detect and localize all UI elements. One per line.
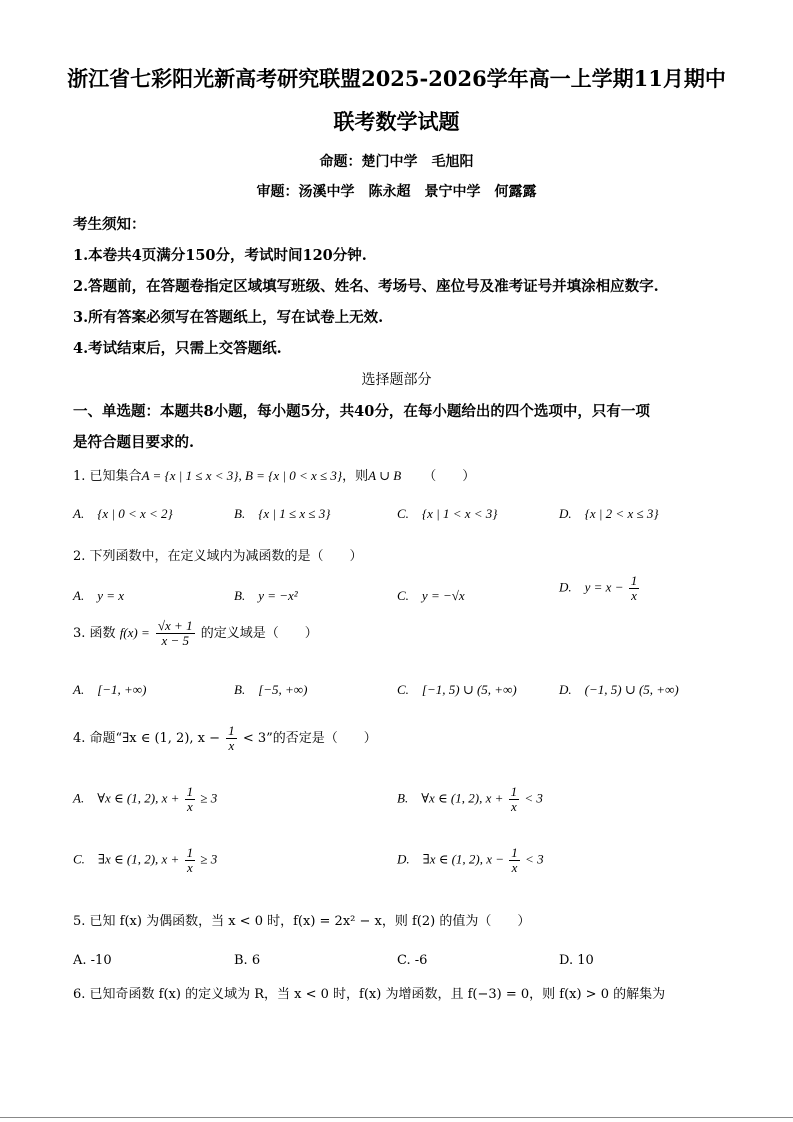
setter-line: 命题：楚门中学 毛旭阳: [319, 154, 474, 170]
q4-option-b: B. ∀x ∈ (1, 2), x + $\frac{1}{x}$ < 3: [397, 784, 543, 814]
question-3-stem: 3. 函数 f(x) = $\frac{√x + 1}{x - 5}$ 的定义域是（ ）: [73, 618, 318, 648]
question-4-stem: 4. 命题“∃x ∈ (1, 2), x − $\frac{1}{x}$ < 3”的否定是（ ）: [73, 723, 377, 753]
q4-option-d: D. ∃x ∈ (1, 2), x − $\frac{1}{x}$ < 3: [397, 845, 544, 875]
notice-item: 1.本卷共4页满分150分，考试时间120分钟.: [73, 247, 367, 264]
section-title: 选择题部分: [361, 372, 432, 388]
part1-instructions-line1: 一、单选题：本题共8小题，每小题5分，共40分，在每小题给出的四个选项中，只有一项: [73, 403, 650, 420]
page-bottom-divider: [0, 1117, 793, 1118]
q3-option-b: B. [−5, +∞): [234, 682, 308, 697]
q1-option-d: D. {x | 2 < x ≤ 3}: [559, 506, 659, 521]
exam-title-line2: 联考数学试题: [333, 109, 460, 134]
question-1-stem: 1. 已知集合A = {x | 1 ≤ x < 3}, B = {x | 0 < x ≤ 3}，则A ∪ B （ ）: [73, 468, 476, 484]
q1-option-c: C. {x | 1 < x < 3}: [397, 506, 498, 521]
q2-option-c: C. y = −√x: [397, 588, 465, 603]
q1-option-b: B. {x | 1 ≤ x ≤ 3}: [234, 506, 331, 521]
notice-item: 4.考试结束后，只需上交答题纸.: [73, 340, 282, 357]
q5-option-a: A. -10: [73, 953, 112, 968]
q5-option-b: B. 6: [234, 953, 261, 968]
q2-option-b: B. y = −x²: [234, 588, 298, 603]
q3-option-d: D. (−1, 5) ∪ (5, +∞): [559, 682, 679, 697]
question-2-stem: 2. 下列函数中，在定义域内为减函数的是（ ）: [73, 549, 363, 564]
notice-item: 2.答题前，在答题卷指定区域填写班级、姓名、考场号、座位号及准考证号并填涂相应数字.: [73, 278, 659, 295]
q5-option-d: D. 10: [559, 953, 594, 968]
question-5-stem: 5. 已知 f(x) 为偶函数，当 x < 0 时，f(x) = 2x² − x，则 f(2) 的值为（ ）: [73, 914, 531, 929]
notice-heading: 考生须知：: [73, 216, 146, 233]
q3-option-c: C. [−1, 5) ∪ (5, +∞): [397, 682, 517, 697]
question-6-stem: 6. 已知奇函数 f(x) 的定义域为 R，当 x < 0 时，f(x) 为增函数，且 f(−3) = 0，则 f(x) > 0 的解集为: [73, 987, 666, 1002]
q2-option-d: D. y = x − $\frac{1}{x}$: [559, 573, 638, 603]
notice-item: 3.所有答案必须写在答题纸上，写在试卷上无效.: [73, 309, 384, 326]
reviewer-line: 审题：汤溪中学 陈永超 景宁中学 何露露: [256, 184, 537, 200]
q2-option-a: A. y = x: [73, 588, 125, 603]
q1-option-a: A. {x | 0 < x < 2}: [73, 506, 173, 521]
q3-option-a: A. [−1, +∞): [73, 682, 147, 697]
exam-title-line1: 浙江省七彩阳光新高考研究联盟2025-2026学年高一上学期11月期中: [67, 66, 726, 91]
part1-instructions-line2: 是符合题目要求的.: [73, 434, 195, 451]
q5-option-c: C. -6: [397, 953, 428, 968]
q4-option-c: C. ∃x ∈ (1, 2), x + $\frac{1}{x}$ ≥ 3: [73, 845, 218, 875]
q4-option-a: A. ∀x ∈ (1, 2), x + $\frac{1}{x}$ ≥ 3: [73, 784, 218, 814]
